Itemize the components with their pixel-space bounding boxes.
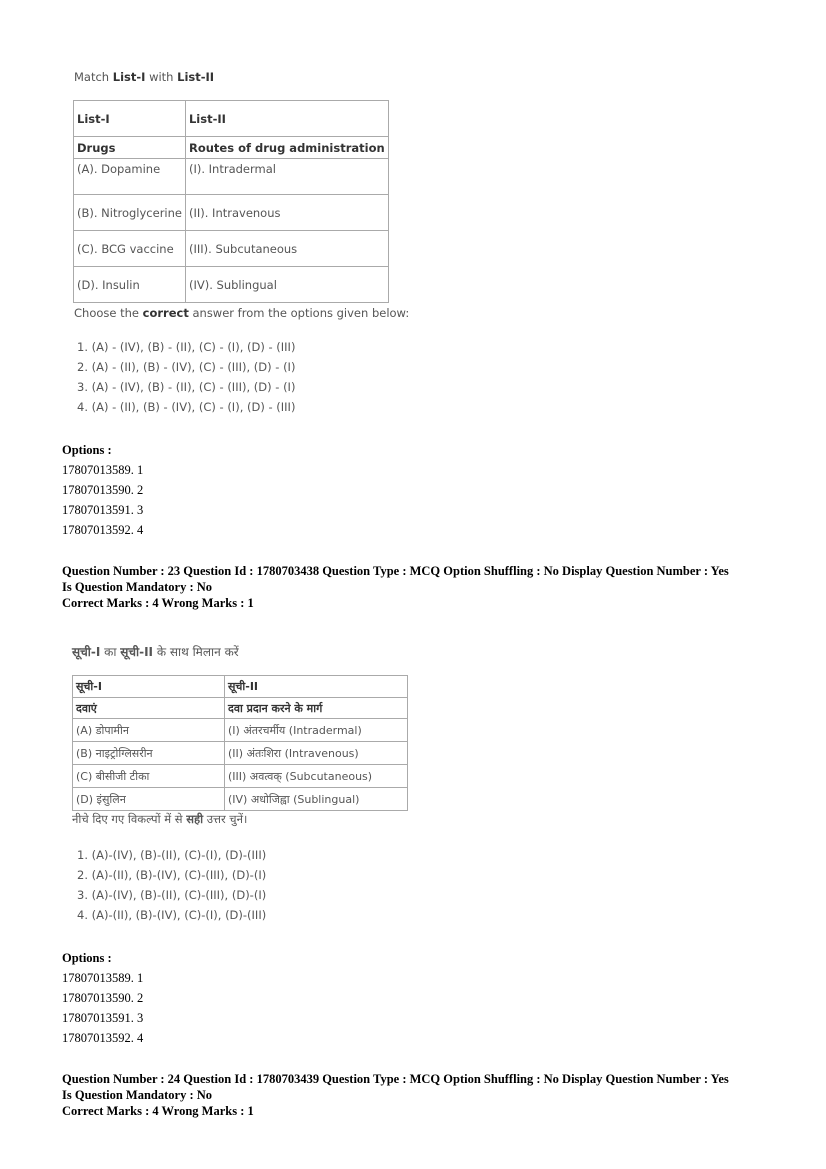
table-cell: (II) अंतःशिरा (Intravenous)	[225, 742, 408, 765]
table-cell: (C). BCG vaccine	[74, 231, 186, 267]
q22-subheader-col1: Drugs	[74, 137, 186, 159]
q23-choose-instruction: नीचे दिए गए विकल्पों में से सही उत्तर चुनें।	[72, 812, 248, 826]
q22-header-col2: List-II	[185, 101, 388, 137]
q23-match-table	[72, 675, 408, 811]
table-cell: (A) डोपामीन	[73, 719, 225, 742]
list-item: 2. (A)-(II), (B)-(IV), (C)-(III), (D)-(I)	[77, 868, 267, 882]
q24-meta-line1: Question Number : 24 Question Id : 1780703439 Question Type : MCQ Option Shuffling : No Display Question Number : Yes	[62, 1072, 729, 1086]
list-item: 4. (A) - (II), (B) - (IV), (C) - (I), (D) - (III)	[77, 400, 296, 414]
q24-meta-line2: Is Question Mandatory : No	[62, 1088, 213, 1102]
table-cell: (C) बीसीजी टीका	[73, 765, 225, 788]
table-cell: (B) नाइट्रोग्लिसरीन	[73, 742, 225, 765]
option-item: 17807013591. 3	[62, 503, 144, 517]
table-cell: (IV) अधोजिह्वा (Sublingual)	[225, 788, 408, 811]
list-item: 3. (A) - (IV), (B) - (II), (C) - (III), (D) - (I)	[77, 380, 296, 394]
q23-options	[62, 948, 143, 1048]
q23-header-col1: सूची-I	[73, 676, 225, 698]
table-cell: (III) अवत्वक् (Subcutaneous)	[225, 765, 408, 788]
q22-match-table	[73, 100, 389, 303]
option-item: 17807013589. 1	[62, 971, 144, 985]
list-item: 2. (A) - (II), (B) - (IV), (C) - (III), (D) - (I)	[77, 360, 296, 374]
q23-meta-line3: Correct Marks : 4 Wrong Marks : 1	[62, 596, 254, 610]
list-item: 3. (A)-(IV), (B)-(II), (C)-(III), (D)-(I)	[77, 888, 267, 902]
table-cell: (I) अंतरचर्मीय (Intradermal)	[225, 719, 408, 742]
list-item: 1. (A)-(IV), (B)-(II), (C)-(I), (D)-(III)	[77, 848, 267, 862]
q22-options	[62, 440, 143, 540]
table-cell: (III). Subcutaneous	[185, 231, 388, 267]
table-cell: (I). Intradermal	[185, 159, 388, 195]
q22-instruction: Match List-I with List-II	[74, 70, 215, 84]
table-cell: (IV). Sublingual	[185, 267, 388, 303]
option-item: 17807013592. 4	[62, 523, 144, 537]
option-item: 17807013590. 2	[62, 483, 144, 497]
list-item: 4. (A)-(II), (B)-(IV), (C)-(I), (D)-(III)	[77, 908, 267, 922]
q23-meta-line2: Is Question Mandatory : No	[62, 580, 213, 594]
table-cell: (B). Nitroglycerine	[74, 195, 186, 231]
q23-instruction: सूची-I का सूची-II के साथ मिलान करें	[72, 645, 239, 659]
q22-subheader-col2: Routes of drug administration	[185, 137, 388, 159]
q24-meta	[62, 1071, 729, 1119]
q22-header-col1: List-I	[74, 101, 186, 137]
q23-header-col2: सूची-II	[225, 676, 408, 698]
option-item: 17807013592. 4	[62, 1031, 144, 1045]
q23-answer-list	[77, 845, 266, 925]
q23-meta	[62, 563, 729, 611]
option-item: 17807013590. 2	[62, 991, 144, 1005]
q23-meta-line1: Question Number : 23 Question Id : 1780703438 Question Type : MCQ Option Shuffling : No Display Question Number : Yes	[62, 564, 729, 578]
q23-subheader-col2: दवा प्रदान करने के मार्ग	[225, 698, 408, 719]
options-label: Options :	[62, 443, 112, 457]
options-label: Options :	[62, 951, 112, 965]
table-cell: (II). Intravenous	[185, 195, 388, 231]
table-cell: (A). Dopamine	[74, 159, 186, 195]
q22-answer-list	[77, 337, 295, 417]
option-item: 17807013589. 1	[62, 463, 144, 477]
list-item: 1. (A) - (IV), (B) - (II), (C) - (I), (D) - (III)	[77, 340, 296, 354]
option-item: 17807013591. 3	[62, 1011, 144, 1025]
q24-meta-line3: Correct Marks : 4 Wrong Marks : 1	[62, 1104, 254, 1118]
table-cell: (D) इंसुलिन	[73, 788, 225, 811]
q23-subheader-col1: दवाएं	[73, 698, 225, 719]
table-cell: (D). Insulin	[74, 267, 186, 303]
q22-choose-instruction: Choose the correct answer from the options given below:	[74, 306, 410, 320]
